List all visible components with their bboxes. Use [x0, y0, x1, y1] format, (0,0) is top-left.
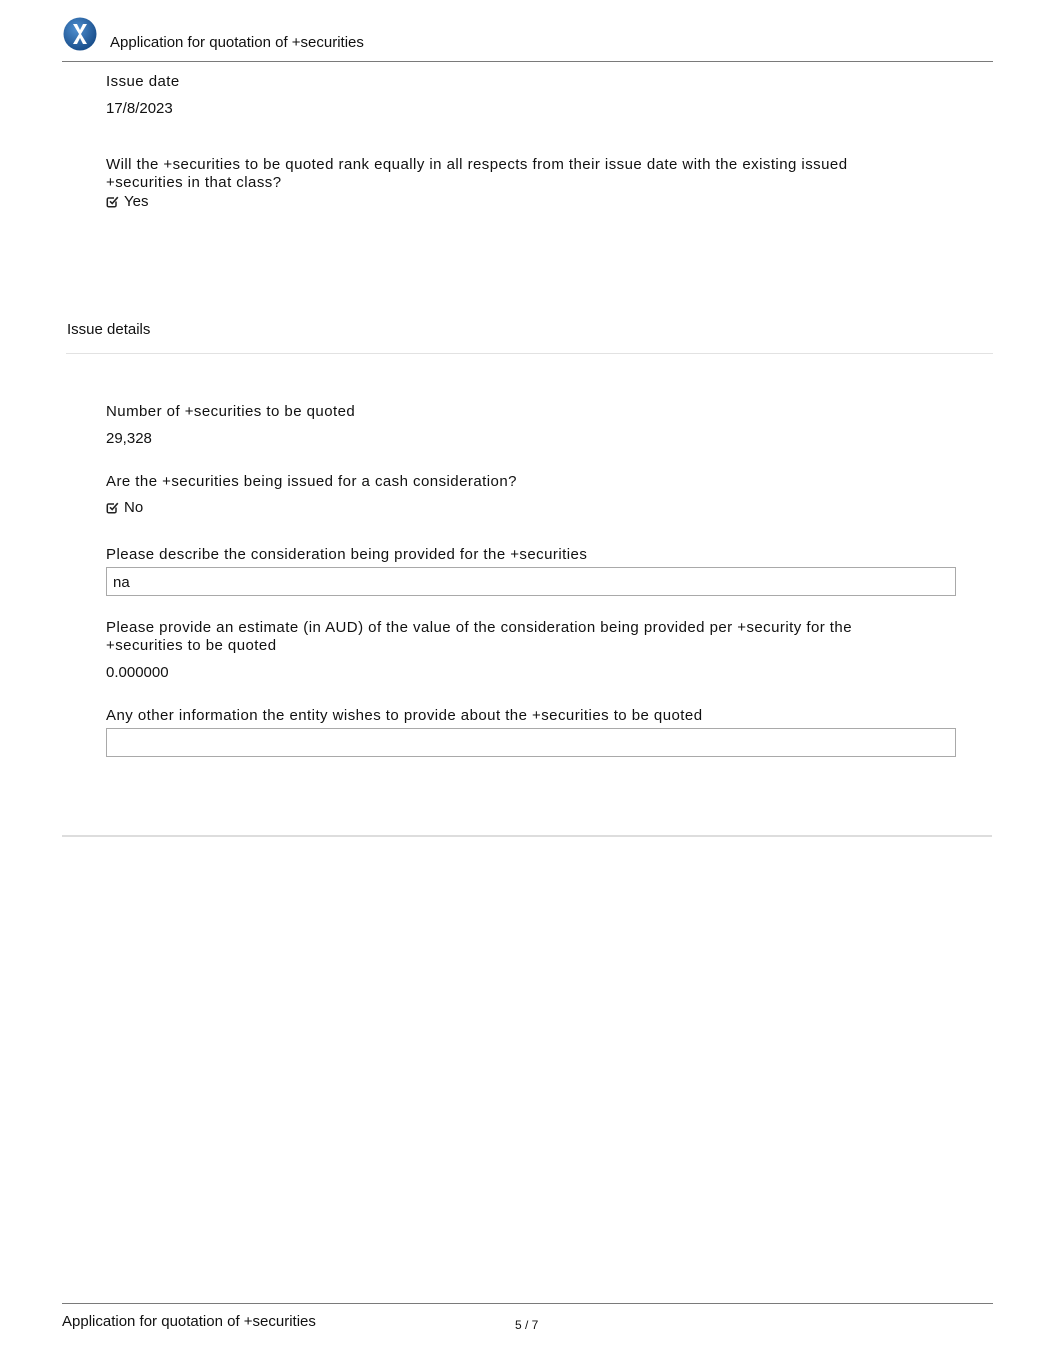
cash-answer-text: No: [124, 499, 144, 516]
checkbox-checked-icon: [106, 501, 119, 514]
asx-logo-icon: [63, 17, 97, 51]
page-number: 5 / 7: [515, 1318, 539, 1332]
checkbox-checked-icon: [106, 195, 119, 208]
cash-question: Are the +securities being issued for a cash consideration?: [106, 473, 517, 490]
footer-divider: [62, 1303, 993, 1304]
other-info-label: Any other information the entity wishes to provide about the +securities to be quoted: [106, 707, 703, 724]
section-end-divider: [62, 835, 992, 837]
estimate-value: 0.000000: [106, 664, 169, 681]
header-title: Application for quotation of +securities: [110, 34, 364, 51]
rank-equally-answer-text: Yes: [124, 193, 149, 210]
footer-title: Application for quotation of +securities: [62, 1313, 316, 1330]
cash-answer: [106, 499, 143, 516]
number-value: 29,328: [106, 430, 152, 447]
section-divider: [66, 353, 993, 354]
rank-equally-answer: [106, 193, 148, 210]
issue-date-value: 17/8/2023: [106, 100, 173, 117]
other-info-field: [106, 728, 956, 757]
describe-label: Please describe the consideration being provided for the +securities: [106, 546, 588, 563]
estimate-label: Please provide an estimate (in AUD) of the value of the consideration being provided per +security for the +securities to be quoted: [106, 619, 853, 654]
number-label: Number of +securities to be quoted: [106, 403, 356, 420]
rank-equally-question: Will the +securities to be quoted rank equally in all respects from their issue date with the existing issued +securities in that class?: [106, 156, 848, 191]
issue-details-title: Issue details: [67, 321, 151, 338]
header-divider: [62, 61, 993, 62]
issue-date-label: Issue date: [106, 73, 180, 90]
describe-field: na: [106, 567, 956, 596]
